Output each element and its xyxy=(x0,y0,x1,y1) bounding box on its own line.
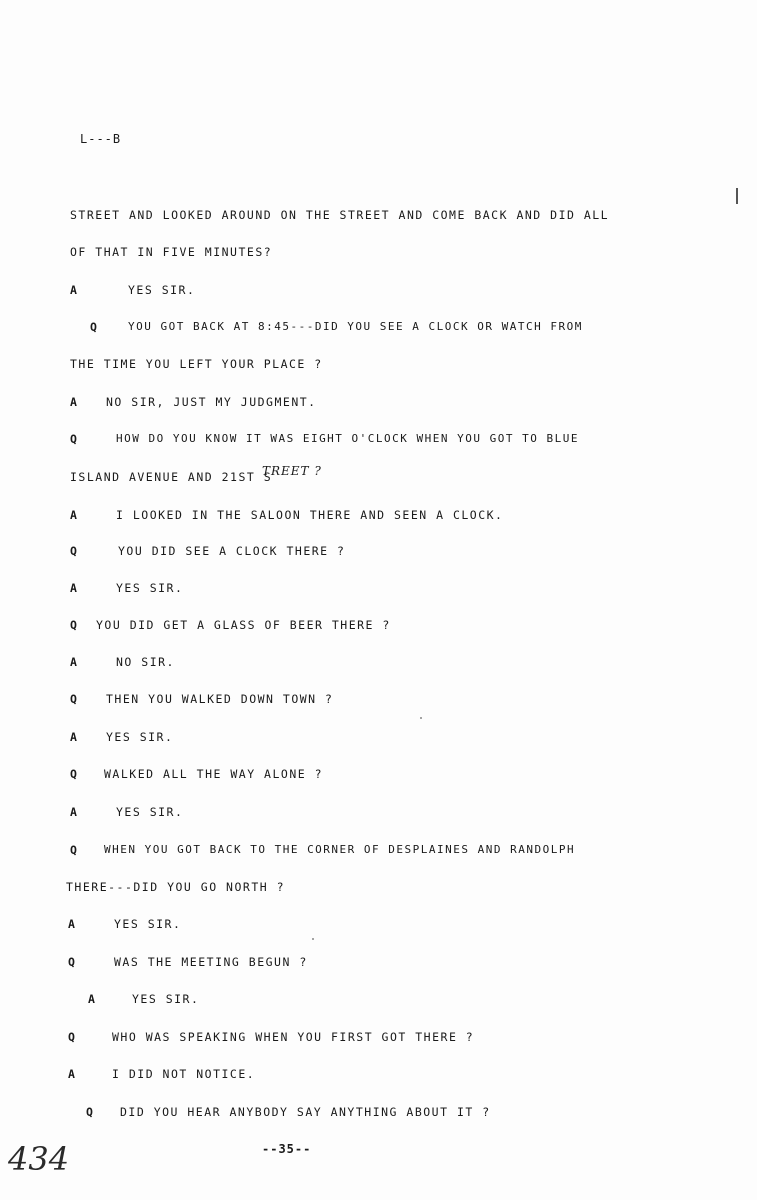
speaker-label: A xyxy=(68,1067,75,1081)
transcript-line: ISLAND AVENUE AND 21ST S xyxy=(70,470,273,484)
transcript-line: NO SIR. xyxy=(116,655,175,669)
transcript-line: YOU GOT BACK AT 8:45---DID YOU SEE A CLOCK OR WATCH FROM xyxy=(128,320,583,333)
transcript-line: OF THAT IN FIVE MINUTES? xyxy=(70,245,273,259)
paper-speck xyxy=(420,717,422,719)
speaker-label: Q xyxy=(86,1105,93,1119)
transcript-line: YES SIR. xyxy=(116,805,184,819)
speaker-label: Q xyxy=(90,320,97,334)
speaker-label: A xyxy=(68,917,75,931)
speaker-label: A xyxy=(70,655,77,669)
transcript-line: THE TIME YOU LEFT YOUR PLACE ? xyxy=(70,357,323,371)
speaker-label: A xyxy=(70,805,77,819)
transcript-line: DID YOU HEAR ANYBODY SAY ANYTHING ABOUT IT ? xyxy=(120,1105,491,1119)
speaker-label: Q xyxy=(70,767,77,781)
transcript-line: YES SIR. xyxy=(116,581,184,595)
transcript-line: THEN YOU WALKED DOWN TOWN ? xyxy=(106,692,334,706)
transcript-line: WHO WAS SPEAKING WHEN YOU FIRST GOT THERE ? xyxy=(112,1030,475,1044)
transcript-line: YES SIR. xyxy=(114,917,182,931)
margin-mark xyxy=(736,188,738,204)
transcript-line: WAS THE MEETING BEGUN ? xyxy=(114,955,308,969)
speaker-label: Q xyxy=(70,618,77,632)
speaker-label: A xyxy=(70,395,77,409)
page-number: --35-- xyxy=(262,1142,312,1156)
speaker-label: Q xyxy=(70,692,77,706)
transcript-line: YES SIR. xyxy=(106,730,174,744)
transcript-line: YOU DID SEE A CLOCK THERE ? xyxy=(118,544,346,558)
transcript-line: YOU DID GET A GLASS OF BEER THERE ? xyxy=(96,618,391,632)
transcript-line: THERE---DID YOU GO NORTH ? xyxy=(66,880,286,894)
transcript-line: WHEN YOU GOT BACK TO THE CORNER OF DESPLAINES AND RANDOLPH xyxy=(104,843,576,856)
transcript-line: YES SIR. xyxy=(132,992,200,1006)
transcript-line: NO SIR, JUST MY JUDGMENT. xyxy=(106,395,317,409)
handwritten-note: TREET ? xyxy=(262,464,322,478)
speaker-label: Q xyxy=(68,1030,75,1044)
paper-speck xyxy=(312,938,314,940)
document-code: L---B xyxy=(80,132,122,146)
transcript-line: YES SIR. xyxy=(128,283,196,297)
speaker-label: Q xyxy=(68,955,75,969)
transcript-line: I DID NOT NOTICE. xyxy=(112,1067,256,1081)
speaker-label: A xyxy=(70,730,77,744)
speaker-label: Q xyxy=(70,432,77,446)
speaker-label: A xyxy=(70,581,77,595)
transcript-line: STREET AND LOOKED AROUND ON THE STREET AND COME BACK AND DID ALL xyxy=(70,208,610,222)
handwritten-page-number: 434 xyxy=(8,1140,70,1178)
speaker-label: A xyxy=(70,283,77,297)
transcript-line: HOW DO YOU KNOW IT WAS EIGHT O'CLOCK WHEN YOU GOT TO BLUE xyxy=(116,432,579,445)
speaker-label: A xyxy=(88,992,95,1006)
speaker-label: Q xyxy=(70,544,77,558)
transcript-line: WALKED ALL THE WAY ALONE ? xyxy=(104,767,324,781)
speaker-label: Q xyxy=(70,843,77,857)
transcript-line: I LOOKED IN THE SALOON THERE AND SEEN A CLOCK. xyxy=(116,508,504,522)
speaker-label: A xyxy=(70,508,77,522)
